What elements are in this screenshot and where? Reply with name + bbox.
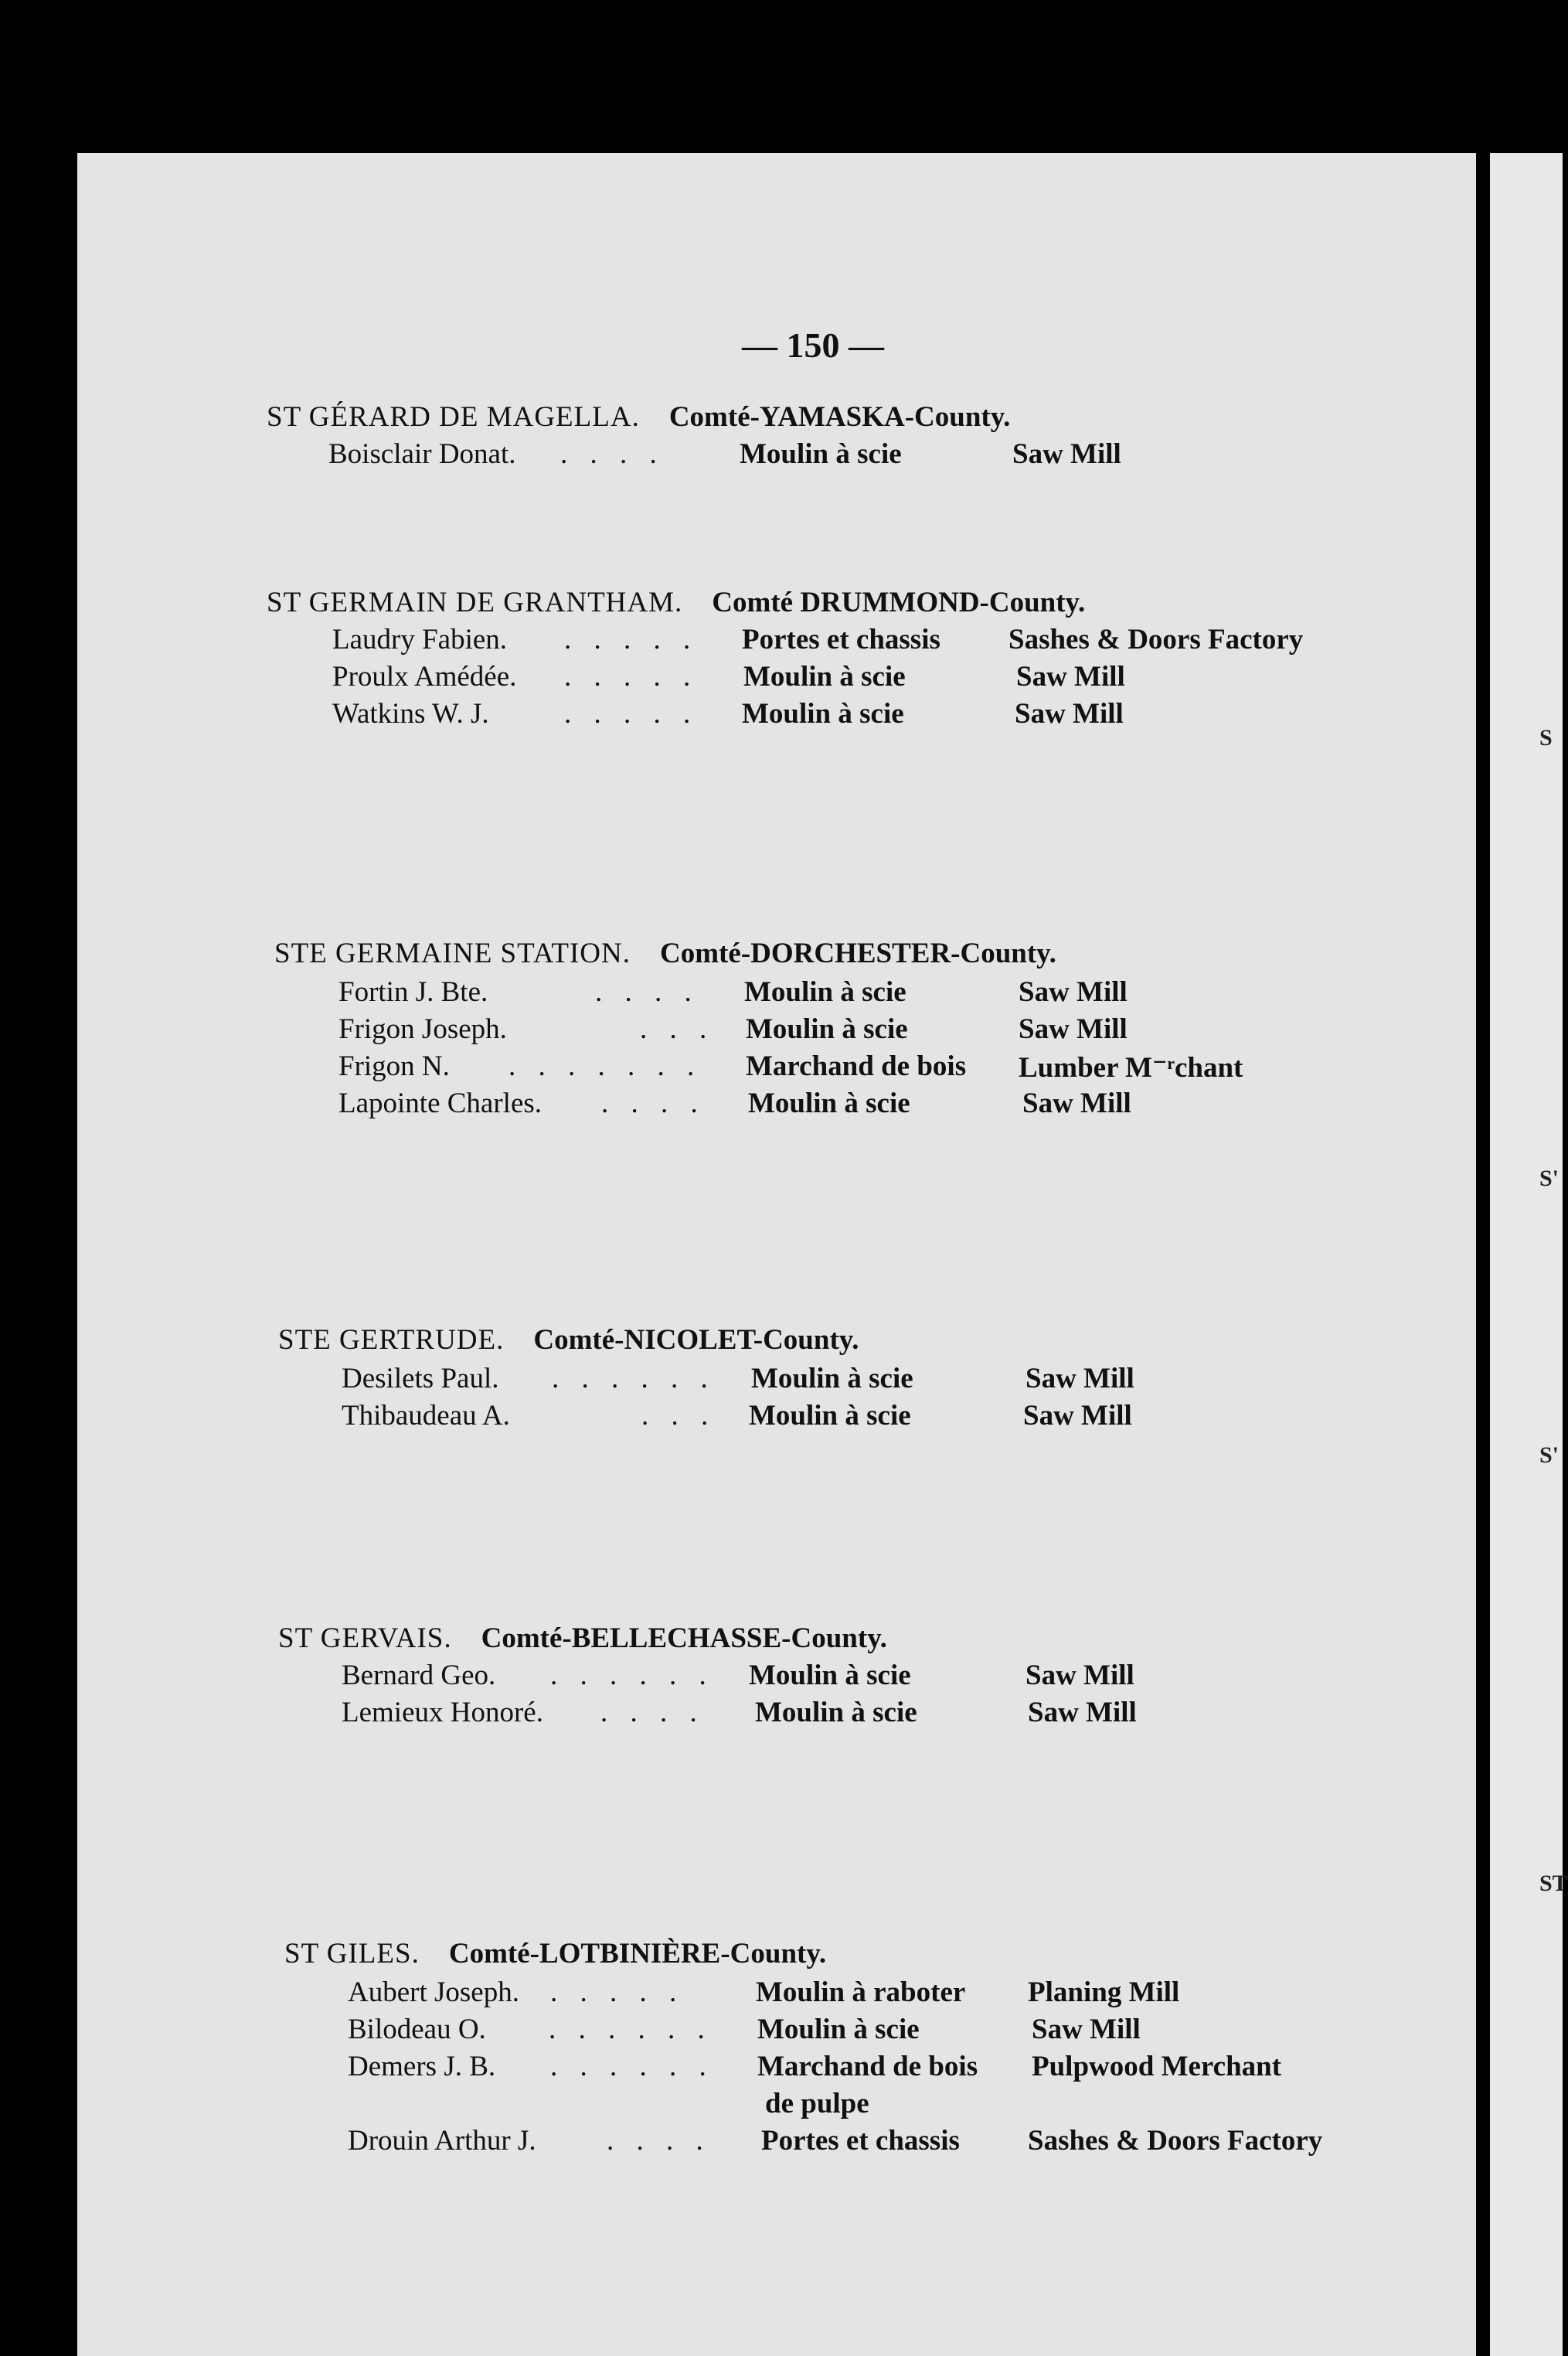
entry-type-fr: Moulin à scie xyxy=(743,661,906,693)
entry-type-fr: Moulin à scie xyxy=(751,1363,913,1394)
entry-name: Watkins W. J. xyxy=(332,698,489,730)
entry-type-en: Saw Mill xyxy=(1028,1697,1137,1728)
section-heading xyxy=(267,400,1010,434)
entry-type-fr: Marchand de bois xyxy=(746,1050,967,1082)
facing-page-edge xyxy=(1490,153,1568,2356)
leader-dots: . . . . . . . xyxy=(508,1050,702,1082)
section-heading xyxy=(284,1937,826,1970)
place-name: STE GERTRUDE. xyxy=(278,1324,505,1356)
entry-type-fr: Moulin à scie xyxy=(755,1697,917,1728)
leader-dots: . . . xyxy=(641,1400,716,1432)
leader-dots: . . . . xyxy=(607,2125,711,2157)
place-name: STE GERMAINE STATION. xyxy=(274,938,631,969)
county-name: Comté DRUMMOND-County. xyxy=(712,587,1086,618)
leader-dots: . . . xyxy=(640,1013,715,1045)
facing-page-letter: S xyxy=(1539,725,1553,751)
section-heading xyxy=(274,937,1056,970)
entry-type-fr-continued: de pulpe xyxy=(765,2088,869,2119)
leader-dots: . . . . xyxy=(601,1088,706,1119)
entry-type-fr: Portes et chassis xyxy=(742,624,940,655)
entry-name: Drouin Arthur J. xyxy=(348,2125,536,2157)
county-name: Comté-LOTBINIÈRE-County. xyxy=(448,1938,827,1970)
entry-name: Laudry Fabien. xyxy=(332,624,508,655)
entry-type-en: Saw Mill xyxy=(1023,1400,1132,1432)
entry-type-fr: Moulin à scie xyxy=(757,2014,920,2045)
facing-page-letter: S' xyxy=(1539,1442,1559,1468)
entry-type-en: Planing Mill xyxy=(1028,1976,1180,2008)
place-name: ST GERMAIN DE GRANTHAM. xyxy=(267,587,683,618)
entry-name: Frigon N. xyxy=(338,1050,450,1082)
entry-type-en: Pulpwood Merchant xyxy=(1032,2051,1282,2082)
leader-dots: . . . . . xyxy=(564,698,699,730)
leader-dots: . . . . . . xyxy=(549,2014,713,2045)
entry-name: Thibaudeau A. xyxy=(342,1400,510,1432)
entry-type-en: Saw Mill xyxy=(1019,1013,1128,1045)
leader-dots: . . . . xyxy=(560,438,665,470)
entry-name: Proulx Amédée. xyxy=(332,661,517,693)
entry-type-en: Saw Mill xyxy=(1032,2014,1141,2045)
entry-type-fr: Moulin à raboter xyxy=(756,1976,966,2008)
entry-name: Aubert Joseph. xyxy=(348,1976,519,2008)
county-name: Comté-DORCHESTER-County. xyxy=(660,938,1056,969)
section-heading xyxy=(267,586,1085,619)
leader-dots: . . . . . xyxy=(564,661,699,693)
leader-dots: . . . . . . xyxy=(550,1660,714,1691)
entry-name: Lapointe Charles. xyxy=(338,1088,543,1119)
place-name: ST GILES. xyxy=(284,1938,420,1970)
entry-name: Lemieux Honoré. xyxy=(342,1697,543,1728)
entry-name: Bilodeau O. xyxy=(348,2014,486,2045)
leader-dots: . . . . . xyxy=(564,624,699,655)
entry-type-en: Saw Mill xyxy=(1025,1363,1134,1394)
leader-dots: . . . . . . xyxy=(552,1363,716,1394)
leader-dots: . . . . xyxy=(595,976,699,1008)
entry-type-en: Sashes & Doors Factory xyxy=(1028,2125,1323,2157)
entry-name: Desilets Paul. xyxy=(342,1363,499,1394)
entry-type-fr: Moulin à scie xyxy=(748,1088,910,1119)
entry-type-fr: Portes et chassis xyxy=(761,2125,960,2157)
entry-type-en: Lumber M⁻ʳchant xyxy=(1019,1052,1243,1084)
entry-type-en: Sashes & Doors Factory xyxy=(1008,624,1304,655)
entry-name: Bernard Geo. xyxy=(342,1660,496,1691)
section-heading xyxy=(278,1323,859,1357)
entry-name: Boisclair Donat. xyxy=(328,438,516,470)
section-heading xyxy=(278,1622,887,1655)
county-name: Comté-BELLECHASSE-County. xyxy=(481,1622,887,1654)
entry-type-fr: Moulin à scie xyxy=(744,976,906,1008)
leader-dots: . . . . xyxy=(600,1697,705,1728)
entry-type-fr: Moulin à scie xyxy=(749,1660,911,1691)
entry-type-en: Saw Mill xyxy=(1016,661,1125,693)
entry-type-en: Saw Mill xyxy=(1019,976,1128,1008)
entry-type-fr: Moulin à scie xyxy=(746,1013,908,1045)
leader-dots: . . . . . xyxy=(550,1976,685,2008)
entry-type-en: Saw Mill xyxy=(1025,1660,1134,1691)
entry-type-fr: Marchand de bois xyxy=(757,2051,978,2082)
entry-name: Fortin J. Bte. xyxy=(338,976,488,1008)
leader-dots: . . . . . . xyxy=(550,2051,714,2082)
entry-type-fr: Moulin à scie xyxy=(749,1400,911,1432)
entry-name: Demers J. B. xyxy=(348,2051,496,2082)
facing-page-letter: ST xyxy=(1539,1871,1568,1896)
county-name: Comté-YAMASKA-County. xyxy=(668,401,1011,433)
entry-name: Frigon Joseph. xyxy=(338,1013,507,1045)
entry-type-en: Saw Mill xyxy=(1022,1088,1131,1119)
place-name: ST GERVAIS. xyxy=(278,1622,452,1654)
page-number: — 150 — xyxy=(742,325,884,365)
county-name: Comté-NICOLET-County. xyxy=(533,1324,859,1356)
entry-type-en: Saw Mill xyxy=(1015,698,1124,730)
entry-type-fr: Moulin à scie xyxy=(740,438,902,470)
place-name: ST GÉRARD DE MAGELLA. xyxy=(267,401,640,433)
entry-type-en: Saw Mill xyxy=(1012,438,1121,470)
facing-page-letter: S' xyxy=(1539,1166,1559,1191)
entry-type-fr: Moulin à scie xyxy=(742,698,904,730)
